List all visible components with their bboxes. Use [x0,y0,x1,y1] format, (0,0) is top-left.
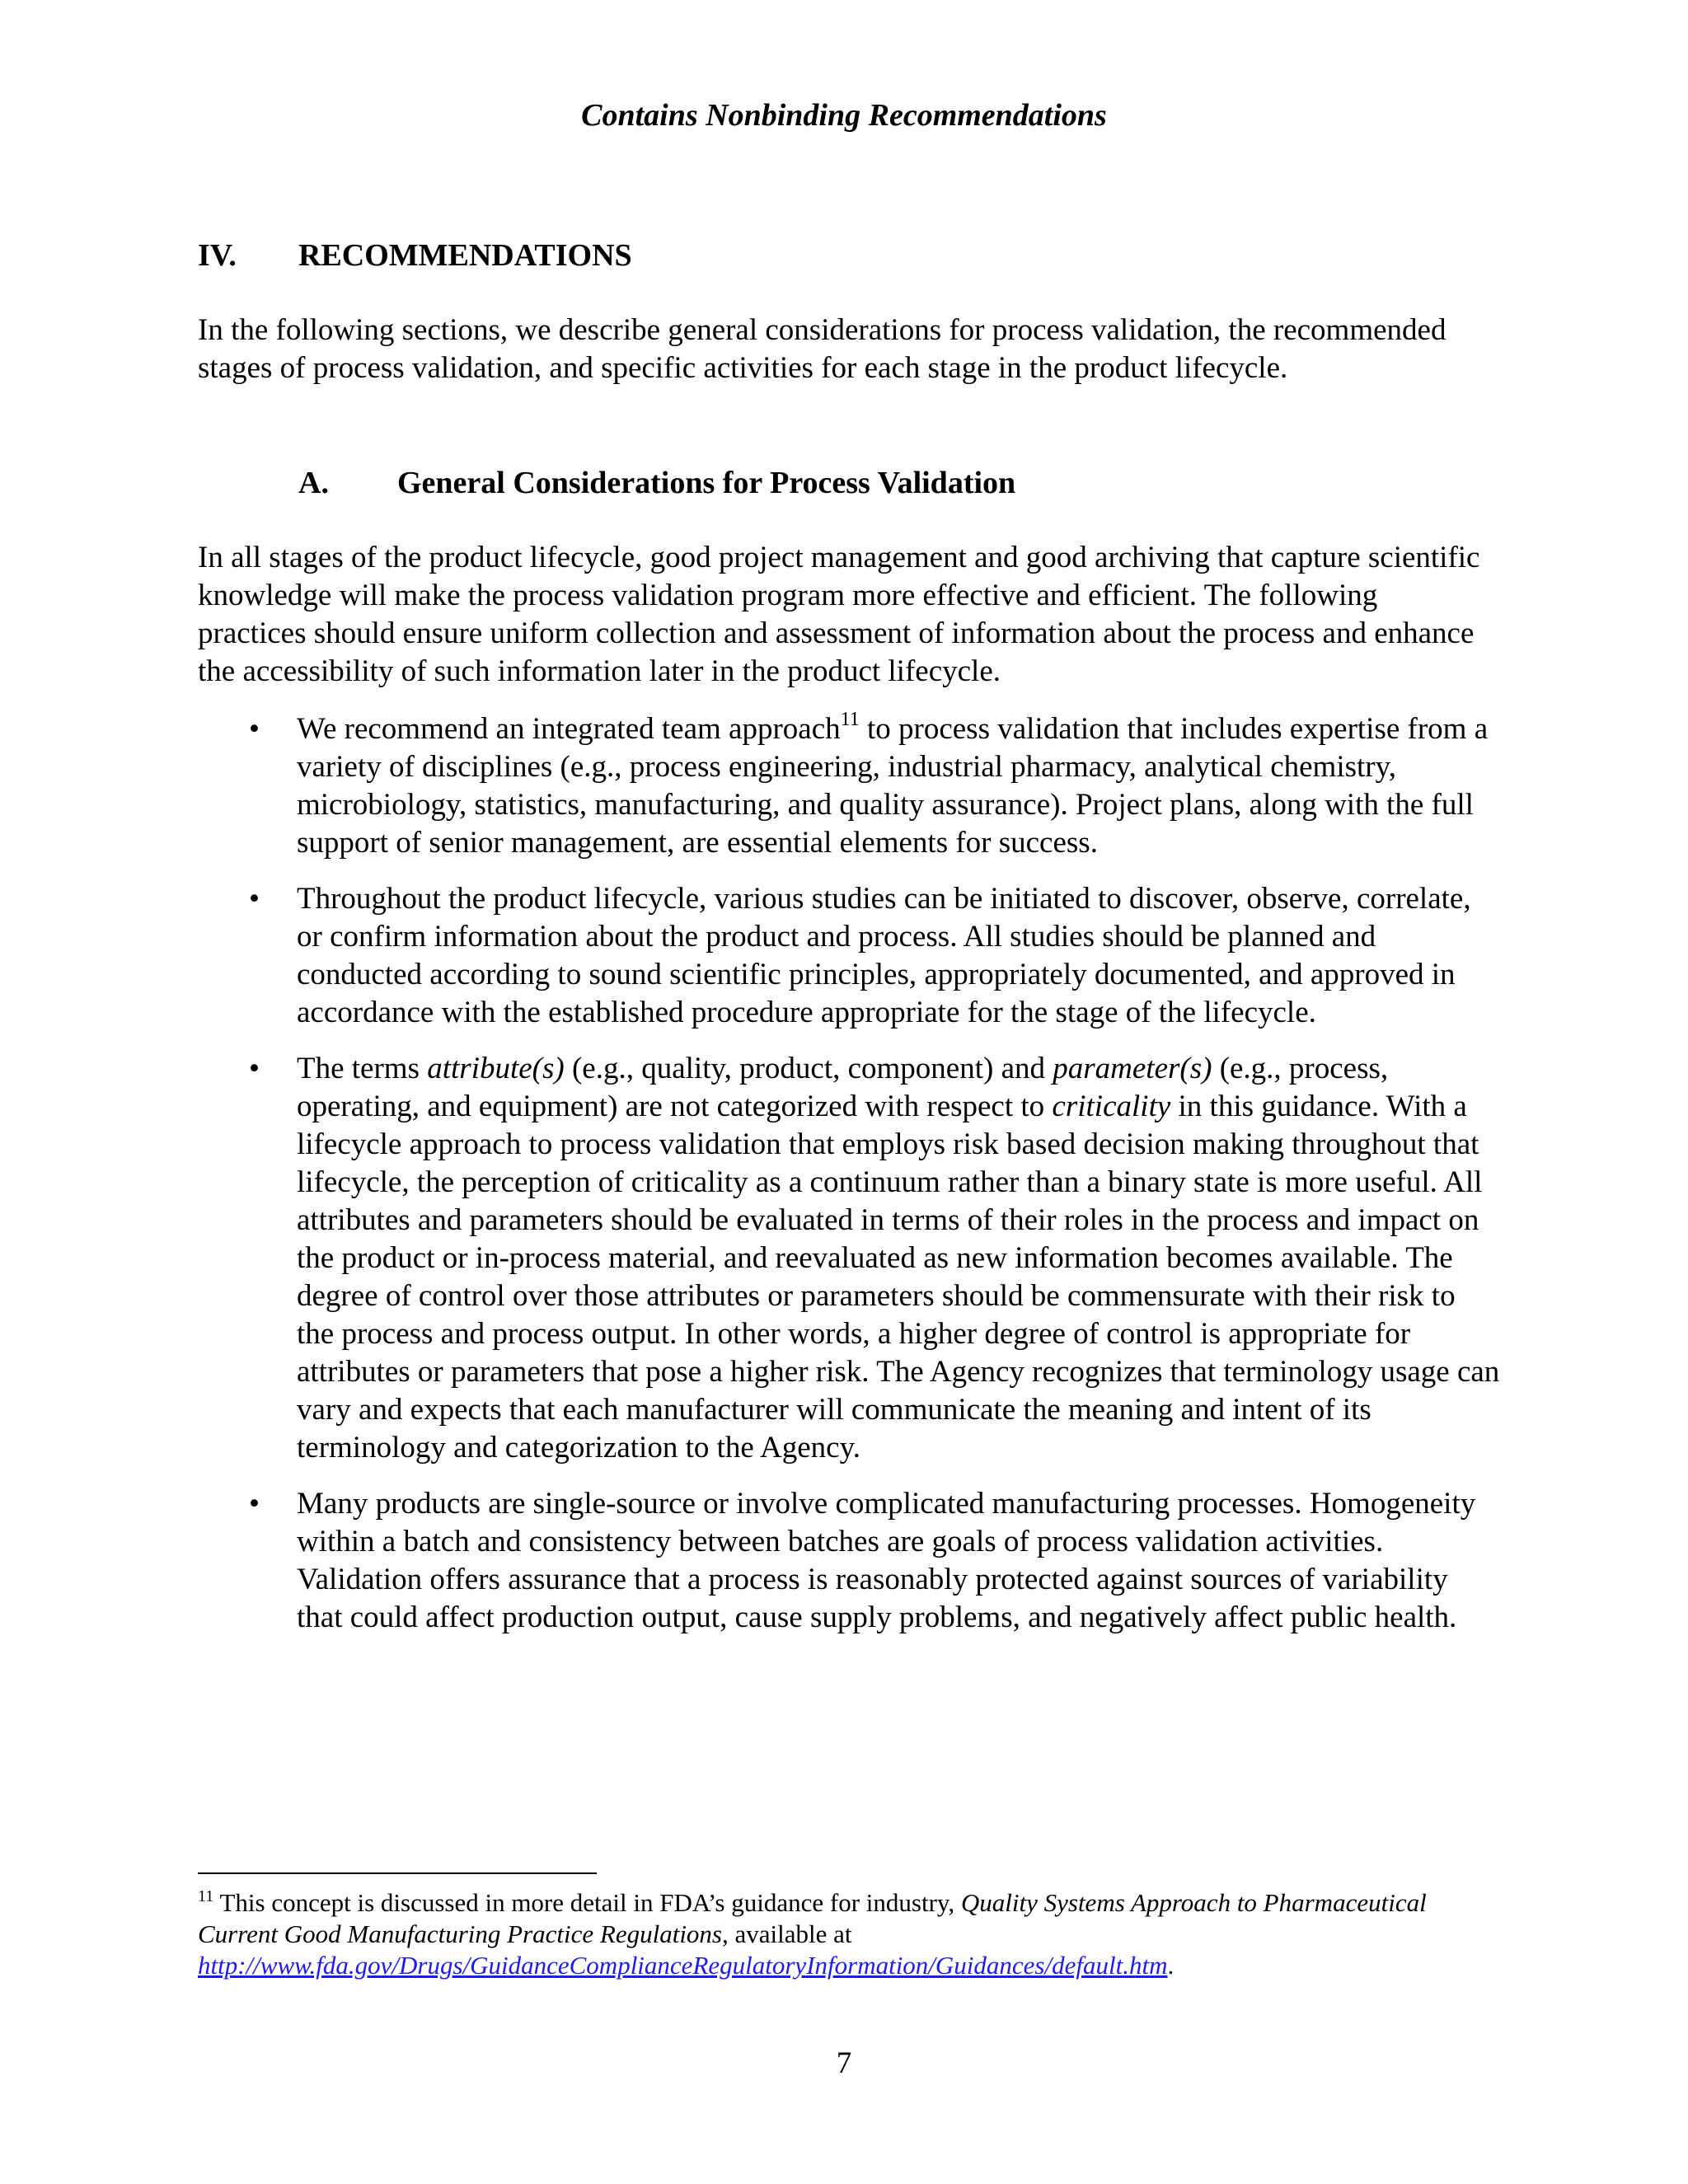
bullet-icon: • [249,1487,260,1521]
section-title: RECOMMENDATIONS [298,238,632,273]
bullet-icon: • [249,882,260,916]
bullet-icon: • [249,1052,260,1085]
section-heading [198,237,632,274]
subsection-paragraph: In all stages of the product lifecycle, good project management and good archiving that capture scientific knowledge will make the process validation program more effective and efficient. The following practices should ensure uniform collection and assessment of information about the process and enhance the accessibility of such information later in the product lifecycle. [198,541,1480,688]
intro-paragraph: In the following sections, we describe general considerations for process validation, the recommended stages of process validation, and specific activities for each stage in the product lifecycle. [198,313,1447,385]
page-number: 7 [836,2046,852,2080]
footnote: $^{11}$ This concept is discussed in more detail in FDA’s guidance for industry, Quality Systems Approach to Pharmaceutical Current Good Manufacturing Practice Regulations, available at http://www.fda.gov/Drugs/GuidanceComplianceRegulatoryInformation/Guidances/default.htm. [198,1887,1427,1980]
bullet-item-terms: • The terms attribute(s) (e.g., quality, product, component) and parameter(s) (e.g., process, operating, and equipment) are not categorized with respect to criticality in this guidance. With a lifecycle approach to process validation that employs risk based decision making throughout that lifecycle, the perception of criticality as a continuum rather than a binary state is more useful. All attributes and parameters should be evaluated in terms of their roles in the process and impact on the product or in-process material, and reevaluated as new information becomes available. The degree of control over those attributes or parameters should be commensurate with their risk to the process and process output. In other words, a higher degree of control is appropriate for attributes or parameters that pose a higher risk. The Agency recognizes that terminology usage can vary and expects that each manufacturer will communicate the meaning and intent of its terminology and categorization to the Agency. [249,1052,1500,1465]
page-header: Contains Nonbinding Recommendations [581,98,1107,133]
footnote-reference[interactable]: 11 [840,709,860,730]
bullet-item-team-approach: • We recommend an integrated team approach$^{11}$ to process validation that includes expertise from a variety of disciplines (e.g., process engineering, industrial pharmacy, analytical chemistry, microbiology, statistics, manufacturing, and quality assurance). Project plans, along with the full support of senior management, are essential elements for success. [249,709,1489,860]
footnote-number: 11 [198,1887,214,1905]
footnote-guidance-title: Quality Systems Approach to Pharmaceutical Current Good Manufacturing Practice Regulations [198,1888,1427,1948]
section-number: IV. [198,238,237,273]
bullet-item-products: • Many products are single-source or involve complicated manufacturing processes. Homogeneity within a batch and consistency between batches are goals of process validation activities. Validation offers assurance that a process is reasonably protected against sources of variability that could affect production output, cause supply problems, and negatively affect public health. [249,1487,1476,1634]
footnote-divider [198,1872,597,1874]
bullet-list [198,710,1500,1655]
subsection-letter: A. [298,466,329,500]
subsection-heading [298,465,1015,501]
subsection-title: General Considerations for Process Validation [397,466,1016,500]
footnote-link[interactable]: http://www.fda.gov/Drugs/GuidanceComplianceRegulatoryInformation/Guidances/default.htm [198,1951,1168,1980]
bullet-item-studies: • Throughout the product lifecycle, various studies can be initiated to discover, observe, correlate, or confirm information about the product and process. All studies should be planned and conducted according to sound scientific principles, appropriately documented, and approved in accordance with the established procedure appropriate for the stage of the lifecycle. [249,882,1471,1029]
bullet-icon: • [249,712,260,746]
